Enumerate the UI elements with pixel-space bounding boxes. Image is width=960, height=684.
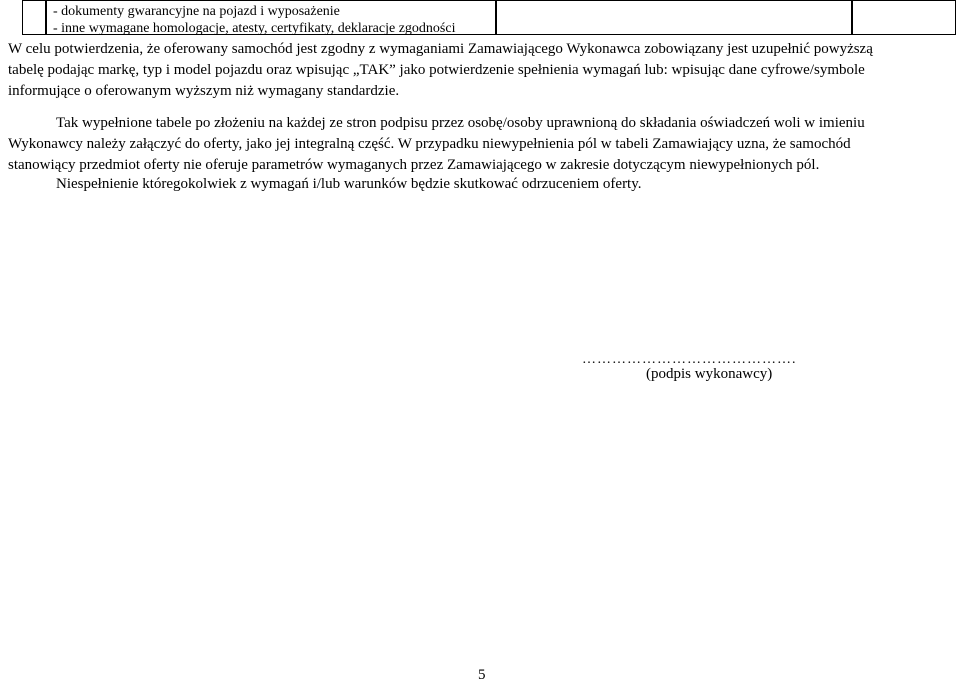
paragraph-line: Wykonawcy należy załączyć do oferty, jako jej integralną część. W przypadku niewypełnienia pól w tabeli Zamawiający uzna, że samochód (8, 136, 851, 152)
signature-label: (podpis wykonawcy) (646, 366, 773, 382)
signature-line: ……………………………………. (582, 352, 797, 367)
paragraph-line: stanowiący przedmiot oferty nie oferuje parametrów wymaganych przez Zamawiającego w zakresie dotyczącym niewypełnionych pól. (8, 157, 820, 173)
requirement-line: - dokumenty gwarancyjne na pojazd i wyposażenie (53, 4, 340, 19)
table-cell-offer (496, 0, 852, 35)
paragraph-signing (8, 113, 956, 176)
paragraph-line: informujące o oferowanym wyższym niż wymagany standardzie. (8, 83, 400, 99)
table-cell-index (22, 0, 46, 35)
page-number: 5 (478, 667, 486, 683)
table-cell-requirements (46, 0, 496, 35)
table-cell-confirmation (852, 0, 956, 35)
paragraph-line: Tak wypełnione tabele po złożeniu na każdej ze stron podpisu przez osobę/osoby uprawnioną do składania oświadczeń woli w imieniu (56, 115, 865, 131)
paragraph-rejection: Niespełnienie któregokolwiek z wymagań i/lub warunków będzie skutkować odrzuceniem oferty. (56, 176, 642, 192)
requirements-table-fragment (22, 0, 958, 37)
paragraph-confirmation (8, 39, 956, 102)
paragraph-line: W celu potwierdzenia, że oferowany samochód jest zgodny z wymaganiami Zamawiającego Wykonawca zobowiązany jest uzupełnić powyższą (8, 41, 873, 57)
requirement-line: - inne wymagane homologacje, atesty, certyfikaty, deklaracje zgodności (53, 21, 456, 36)
paragraph-line: tabelę podając markę, typ i model pojazdu oraz wpisując „TAK” jako potwierdzenie spełnienia wymagań lub: wpisując dane cyfrowe/symbole (8, 62, 865, 78)
